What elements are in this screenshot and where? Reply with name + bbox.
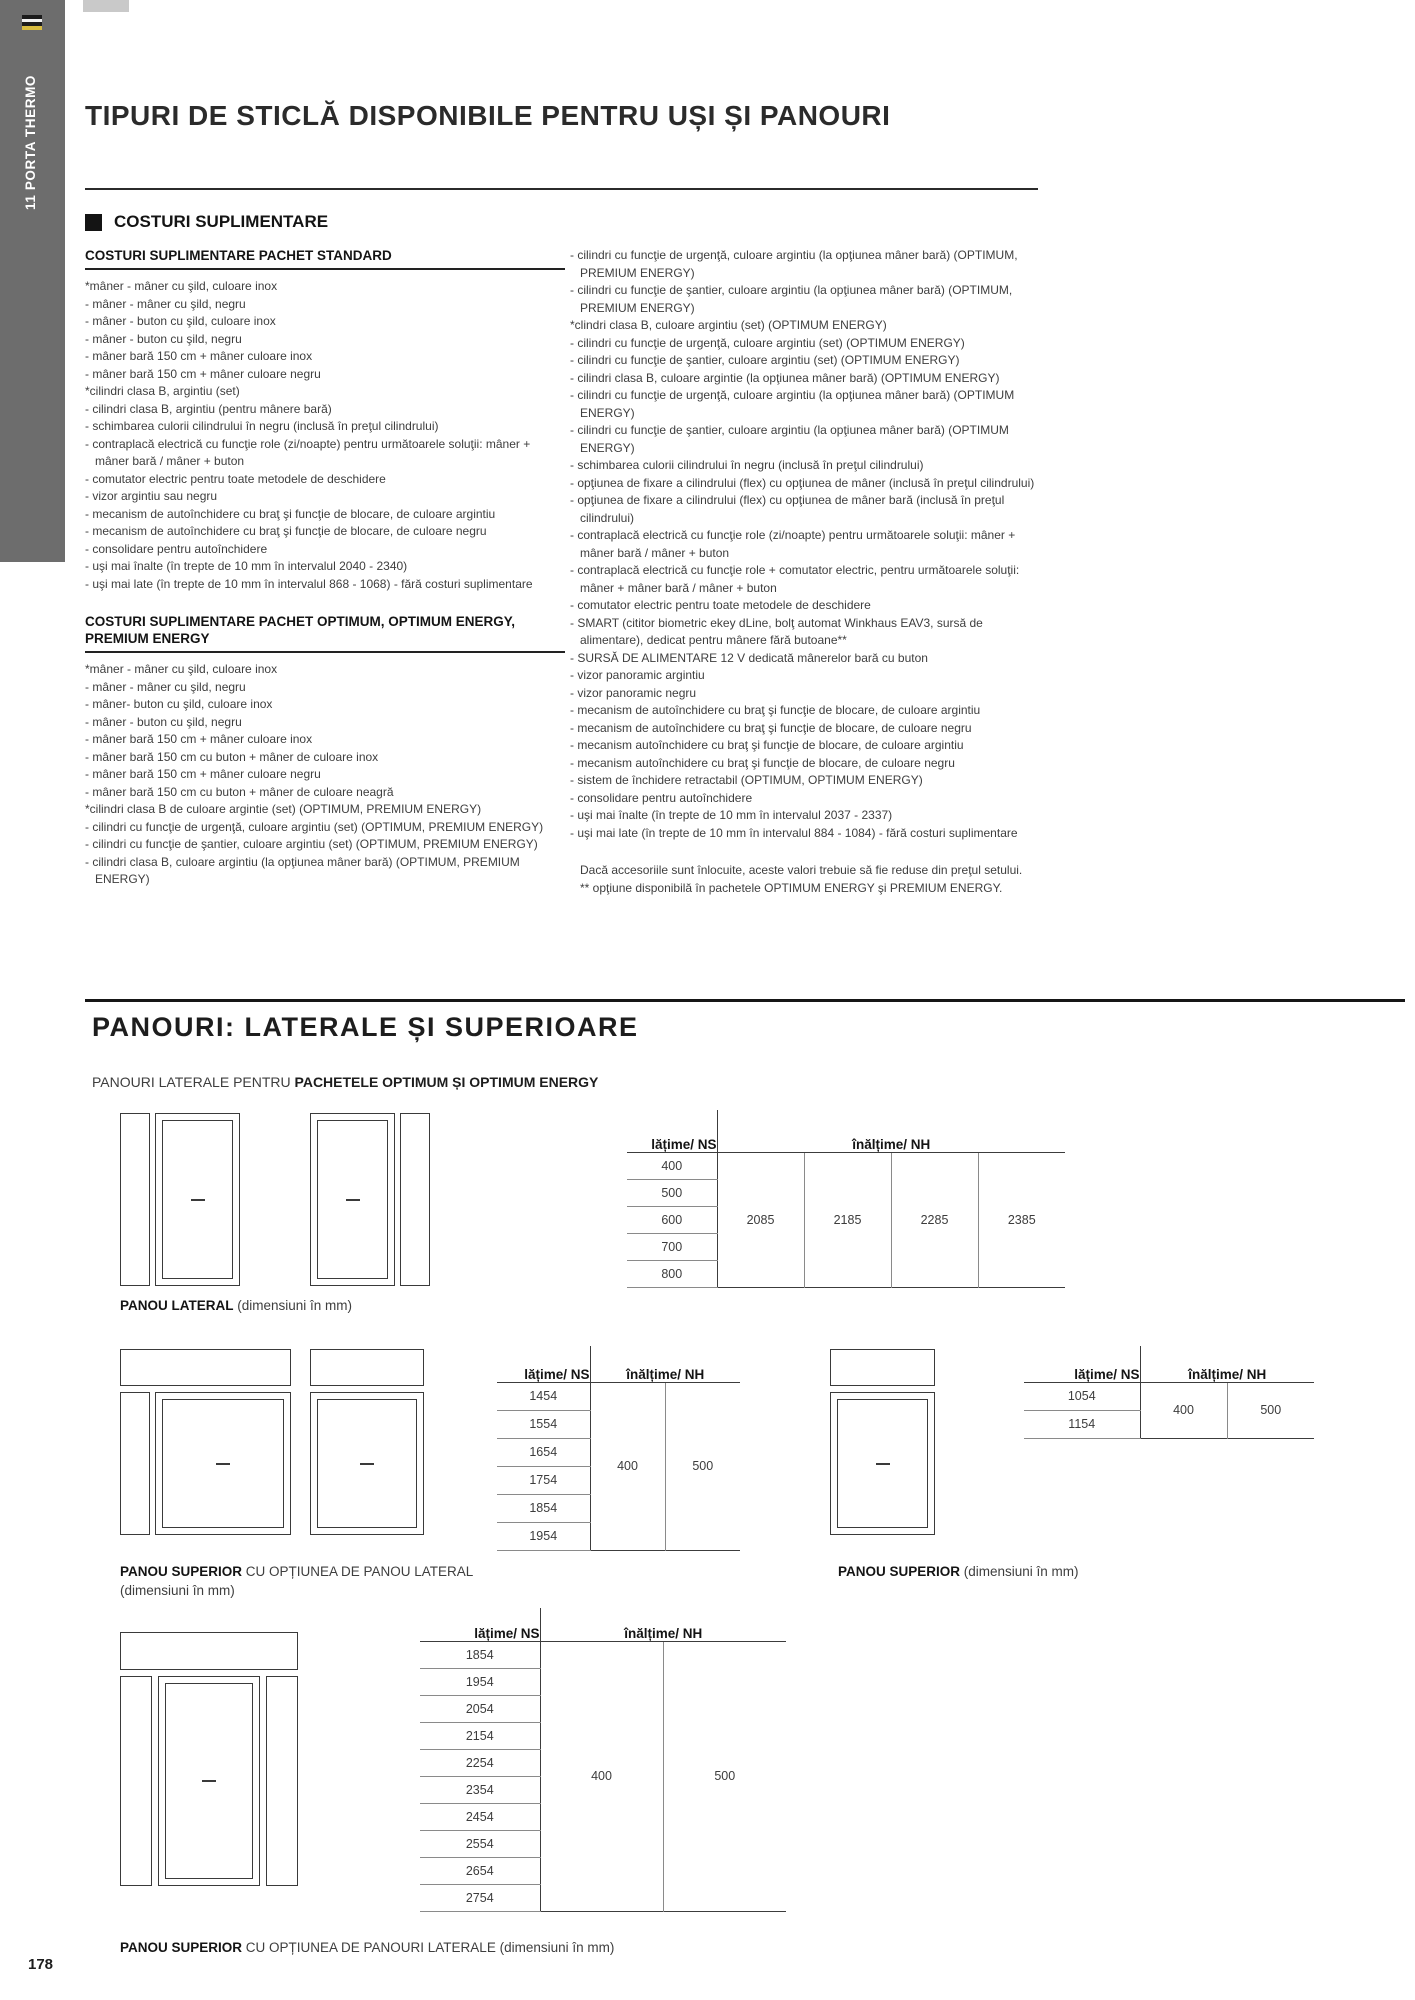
- list-item: *clindri clasa B, culoare argintiu (set) (OPTIMUM ENERGY): [570, 318, 887, 332]
- list-item: - vizor argintiu sau negru: [85, 489, 218, 503]
- chapter-sidebar: [0, 0, 65, 562]
- list-item: - mecanism de autoînchidere cu braţ şi funcţie de blocare, de culoare argintiu: [85, 506, 496, 521]
- door-diagram: [155, 1113, 240, 1286]
- width-value-cell: 1954: [497, 1522, 590, 1550]
- width-value-cell: 2254: [420, 1749, 540, 1776]
- door-diagram: [310, 1392, 424, 1535]
- width-value-cell: 1454: [497, 1382, 590, 1410]
- top-panel-diagram: [120, 1349, 291, 1386]
- door-handle-mark: [216, 1463, 230, 1465]
- top-panel-diagram: [830, 1349, 935, 1386]
- notes-block: [570, 862, 1045, 897]
- panel-lateral-dimensions-table: [627, 1110, 1065, 1288]
- list-item: - SURSĂ DE ALIMENTARE 12 V dedicată mânerelor bară cu buton: [570, 650, 928, 665]
- width-column-header: lățime/ NS: [420, 1608, 540, 1641]
- height-column-header: înălțime/ NH: [590, 1346, 740, 1382]
- width-value-cell: 1054: [1024, 1382, 1140, 1410]
- list-item: - opţiunea de fixare a cilindrului (flex) cu opţiunea de mâner bară (inclusă în preţul cilindrului): [570, 493, 1005, 525]
- height-value-cell: 2385: [1007, 1212, 1036, 1227]
- standard-heading: COSTURI SUPLIMENTARE PACHET STANDARD: [85, 247, 565, 270]
- list-item: - SMART (cititor biometric ekey dLine, bolţ automat Winkhaus EAV3, sursă de alimentare), dedicat pentru mânere fără butoane**: [570, 615, 983, 647]
- height-value-cell: 500: [692, 1459, 714, 1473]
- list-item: *cilindri clasa B, argintiu (set): [85, 384, 240, 398]
- width-value-cell: 2154: [420, 1722, 540, 1749]
- list-item: - mâner bară 150 cm cu buton + mâner de culoare neagră: [85, 784, 394, 799]
- top-panel-diagram: [120, 1632, 298, 1670]
- door-handle-mark: [191, 1199, 205, 1201]
- panels-subtitle: [92, 1074, 598, 1090]
- list-item: - mâner bară 150 cm + mâner culoare negru: [85, 767, 321, 781]
- list-item: - mâner - buton cu şild, culoare inox: [85, 314, 276, 328]
- black-square-bullet: [85, 214, 102, 231]
- list-item: - cilindri cu funcţie de urgenţă, culoare argintiu (set) (OPTIMUM ENERGY): [570, 335, 965, 350]
- list-item: - comutator electric pentru toate metodele de deschidere: [570, 598, 871, 612]
- list-item: - sistem de închidere retractabil (OPTIMUM, OPTIMUM ENERGY): [570, 773, 923, 787]
- width-column-header: lățime/ NS: [497, 1346, 590, 1382]
- width-column-header: lățime/ NS: [627, 1110, 717, 1152]
- list-item: - mecanism autoînchidere cu braţ şi funcţie de blocare, de culoare negru: [570, 755, 955, 770]
- list-item: - uşi mai înalte (în trepte de 10 mm în intervalul 2040 - 2340): [85, 559, 408, 573]
- width-value-cell: 2354: [420, 1776, 540, 1803]
- list-item: - mecanism de autoînchidere cu braţ şi funcţie de blocare, de culoare negru: [570, 720, 972, 735]
- sidebar-chapter-label: 11 PORTA THERMO: [23, 74, 38, 210]
- optimum-cost-list: [85, 661, 565, 889]
- list-item: - cilindri cu funcţie de şantier, culoare argintiu (la opţiunea mâner bară) (OPTIMUM, PREMIUM ENERGY): [570, 283, 1013, 315]
- list-item: - uşi mai late (în trepte de 10 mm în intervalul 868 - 1068) - fără costuri suplimentare: [85, 576, 533, 591]
- door-diagram: [830, 1392, 935, 1535]
- width-value-cell: 1154: [1024, 1410, 1140, 1438]
- list-item: - contraplacă electrică cu funcţie role (zi/noapte) pentru următoarele soluţii: mâner + mâner bară / mâner + buton: [570, 528, 1016, 560]
- top-panel-diagram: [310, 1349, 424, 1386]
- height-value-cell: 2185: [804, 1152, 891, 1287]
- list-item: - schimbarea culorii cilindrului în negru (inclusă în preţul cilindrului): [85, 419, 439, 433]
- door-diagram: [158, 1676, 260, 1886]
- width-value-cell: 2754: [420, 1884, 540, 1911]
- list-item: - mâner - buton cu şild, negru: [85, 714, 242, 729]
- height-value-cell: 2285: [891, 1152, 978, 1287]
- height-value-cell: 500: [1260, 1403, 1282, 1417]
- width-value-cell: 700: [627, 1233, 717, 1260]
- side-panel-diagram: [120, 1113, 150, 1286]
- side-panel-diagram: [400, 1113, 430, 1286]
- list-item: - opţiunea de fixare a cilindrului (flex) cu opţiunea de mâner (inclusă în preţul cilindrului): [570, 475, 1035, 490]
- height-value-cell: 400: [540, 1641, 663, 1911]
- list-item: - mâner bară 150 cm + mâner culoare negru: [85, 366, 321, 381]
- costs-left-column: [85, 247, 565, 889]
- list-item: - mecanism de autoînchidere cu braţ şi funcţie de blocare, de culoare argintiu: [570, 703, 981, 717]
- side-panel-diagram: [120, 1676, 152, 1886]
- width-value-cell: 1854: [420, 1641, 540, 1668]
- width-value-cell: 1654: [497, 1438, 590, 1466]
- door-diagram: [155, 1392, 291, 1535]
- list-item: *mâner - mâner cu şild, culoare inox: [85, 279, 278, 293]
- page-number: 178: [28, 1956, 54, 1973]
- dimension-table: [627, 1110, 1065, 1288]
- dimension-table: [497, 1346, 740, 1551]
- width-value-cell: 1854: [497, 1494, 590, 1522]
- standard-cost-list: [85, 278, 565, 593]
- list-item: - cilindri clasa B, argintiu (pentru mânere bară): [85, 401, 332, 416]
- caption-panou-lateral: PANOU LATERAL (dimensiuni în mm): [120, 1298, 353, 1313]
- list-item: - cilindri cu funcţie de urgenţă, culoare argintiu (la opţiunea mâner bară) (OPTIMUM ENERGY): [570, 388, 1015, 420]
- list-item: - uşi mai înalte (în trepte de 10 mm în intervalul 2037 - 2337): [570, 808, 893, 822]
- page-title: TIPURI DE STICLĂ DISPONIBILE PENTRU UȘI ȘI PANOURI: [85, 100, 891, 131]
- note-line: ** opţiune disponibilă în pachetele OPTIMUM ENERGY şi PREMIUM ENERGY.: [580, 880, 1003, 895]
- height-column-header: înălțime/ NH: [717, 1110, 1065, 1152]
- list-item: - mâner - buton cu şild, negru: [85, 331, 242, 346]
- list-item: - vizor panoramic argintiu: [570, 668, 705, 682]
- panels-subtitle-bold: PACHETELE OPTIMUM ȘI OPTIMUM ENERGY: [294, 1074, 599, 1090]
- width-value-cell: 400: [627, 1152, 717, 1179]
- list-item: - mâner - mâner cu şild, negru: [85, 296, 246, 311]
- door-handle-mark: [346, 1199, 360, 1201]
- width-value-cell: 2054: [420, 1695, 540, 1722]
- list-item: - mâner bară 150 cm cu buton + mâner de culoare inox: [85, 749, 379, 764]
- dimension-table: [1024, 1346, 1314, 1439]
- list-item: - cilindri clasa B, culoare argintiu (la opţiunea mâner bară) (OPTIMUM, PREMIUM ENERGY): [85, 854, 520, 886]
- width-column-header: lățime/ NS: [1024, 1346, 1140, 1382]
- width-value-cell: 1954: [420, 1668, 540, 1695]
- panel-superior-lateral-dimensions-table: [497, 1346, 740, 1551]
- door-diagram: [310, 1113, 395, 1286]
- caption-panou-superior-lateral: PANOU SUPERIOR CU OPȚIUNEA DE PANOU LATERAL (dimensiuni în mm): [120, 1564, 474, 1598]
- side-panel-diagram: [120, 1392, 150, 1535]
- list-item: - consolidare pentru autoînchidere: [570, 790, 753, 805]
- list-item: - cilindri cu funcţie de şantier, culoare argintiu (set) (OPTIMUM, PREMIUM ENERGY): [85, 837, 538, 851]
- side-panel-diagram: [266, 1676, 298, 1886]
- height-value-cell: 400: [590, 1382, 665, 1550]
- dimension-table: [420, 1608, 786, 1912]
- list-item: - mâner bară 150 cm + mâner culoare inox: [85, 349, 313, 363]
- door-handle-mark: [360, 1463, 374, 1465]
- list-item: - contraplacă electrică cu funcţie role + comutator electric, pentru următoarele soluţii: mâner + mâner bară / mâner + buton: [570, 563, 1020, 595]
- door-handle-mark: [876, 1463, 890, 1465]
- section-title: COSTURI SUPLIMENTARE: [114, 212, 329, 231]
- width-value-cell: 2654: [420, 1857, 540, 1884]
- panel-superior-laterals-dimensions-table: [420, 1608, 786, 1912]
- title-divider: [85, 188, 1038, 190]
- height-value-cell: 500: [714, 1769, 736, 1783]
- door-handle-mark: [202, 1780, 216, 1782]
- list-item: - mecanism de autoînchidere cu braţ şi funcţie de blocare, de culoare negru: [85, 524, 487, 538]
- list-item: *mâner - mâner cu şild, culoare inox: [85, 662, 278, 676]
- list-item: - mâner - mâner cu şild, negru: [85, 679, 246, 694]
- list-item: - schimbarea culorii cilindrului în negru (inclusă în preţul cilindrului): [570, 458, 924, 472]
- width-value-cell: 800: [627, 1260, 717, 1287]
- optimum-heading: COSTURI SUPLIMENTARE PACHET OPTIMUM, OPTIMUM ENERGY, PREMIUM ENERGY: [85, 613, 565, 653]
- list-item: - mecanism autoînchidere cu braţ şi funcţie de blocare, de culoare argintiu: [570, 738, 964, 752]
- height-value-cell: 2085: [717, 1152, 804, 1287]
- caption-panou-superior-laterals: PANOU SUPERIOR CU OPȚIUNEA DE PANOURI LATERALE (dimensiuni în mm): [120, 1940, 615, 1955]
- right-cost-list: [570, 247, 1045, 842]
- width-value-cell: 1754: [497, 1466, 590, 1494]
- note-line: Dacă accesoriile sunt înlocuite, aceste valori trebuie să fie reduse din preţul setului.: [580, 863, 1023, 877]
- width-value-cell: 2454: [420, 1803, 540, 1830]
- width-value-cell: 500: [627, 1179, 717, 1206]
- porta-flag-icon: [22, 15, 42, 30]
- list-item: - consolidare pentru autoînchidere: [85, 541, 268, 556]
- height-value-cell: 400: [1140, 1382, 1227, 1438]
- width-value-cell: 1554: [497, 1410, 590, 1438]
- width-value-cell: 600: [627, 1206, 717, 1233]
- height-column-header: înălțime/ NH: [540, 1608, 786, 1641]
- list-item: - mâner bară 150 cm + mâner culoare inox: [85, 732, 313, 746]
- list-item: - comutator electric pentru toate metodele de deschidere: [85, 471, 386, 486]
- width-value-cell: 2554: [420, 1830, 540, 1857]
- list-item: - cilindri cu funcţie de urgenţă, culoare argintiu (set) (OPTIMUM, PREMIUM ENERGY): [85, 819, 544, 834]
- list-item: *cilindri clasa B de culoare argintie (set) (OPTIMUM, PREMIUM ENERGY): [85, 802, 482, 816]
- list-item: - cilindri cu funcţie de şantier, culoare argintiu (set) (OPTIMUM ENERGY): [570, 353, 960, 367]
- list-item: - mâner- buton cu şild, culoare inox: [85, 697, 273, 711]
- list-item: - vizor panoramic negru: [570, 685, 697, 700]
- caption-panou-superior: PANOU SUPERIOR (dimensiuni în mm): [838, 1564, 1079, 1579]
- list-item: - uşi mai late (în trepte de 10 mm în intervalul 884 - 1084) - fără costuri suplimentare: [570, 825, 1018, 840]
- costs-right-column: [570, 247, 1045, 897]
- panel-superior-dimensions-table: [1024, 1346, 1314, 1439]
- panels-subtitle-regular: PANOURI LATERALE PENTRU: [92, 1074, 295, 1090]
- page-edge-tab: [83, 0, 129, 12]
- height-column-header: înălțime/ NH: [1140, 1346, 1314, 1382]
- list-item: - cilindri clasa B, culoare argintie (la opţiunea mâner bară) (OPTIMUM ENERGY): [570, 370, 1000, 385]
- list-item: - cilindri cu funcţie de şantier, culoare argintiu (la opţiunea mâner bară) (OPTIMUM ENERGY): [570, 423, 1009, 455]
- panels-section-title: PANOURI: LATERALE ȘI SUPERIOARE: [92, 1012, 639, 1042]
- list-item: - cilindri cu funcţie de urgenţă, culoare argintiu (la opţiunea mâner bară) (OPTIMUM, PREMIUM ENERGY): [570, 248, 1018, 280]
- panels-section-divider: [85, 999, 1405, 1002]
- section-header-costuri: [85, 212, 328, 232]
- list-item: - contraplacă electrică cu funcţie role (zi/noapte) pentru următoarele soluţii: mâner + mâner bară / mâner + buton: [85, 436, 531, 468]
